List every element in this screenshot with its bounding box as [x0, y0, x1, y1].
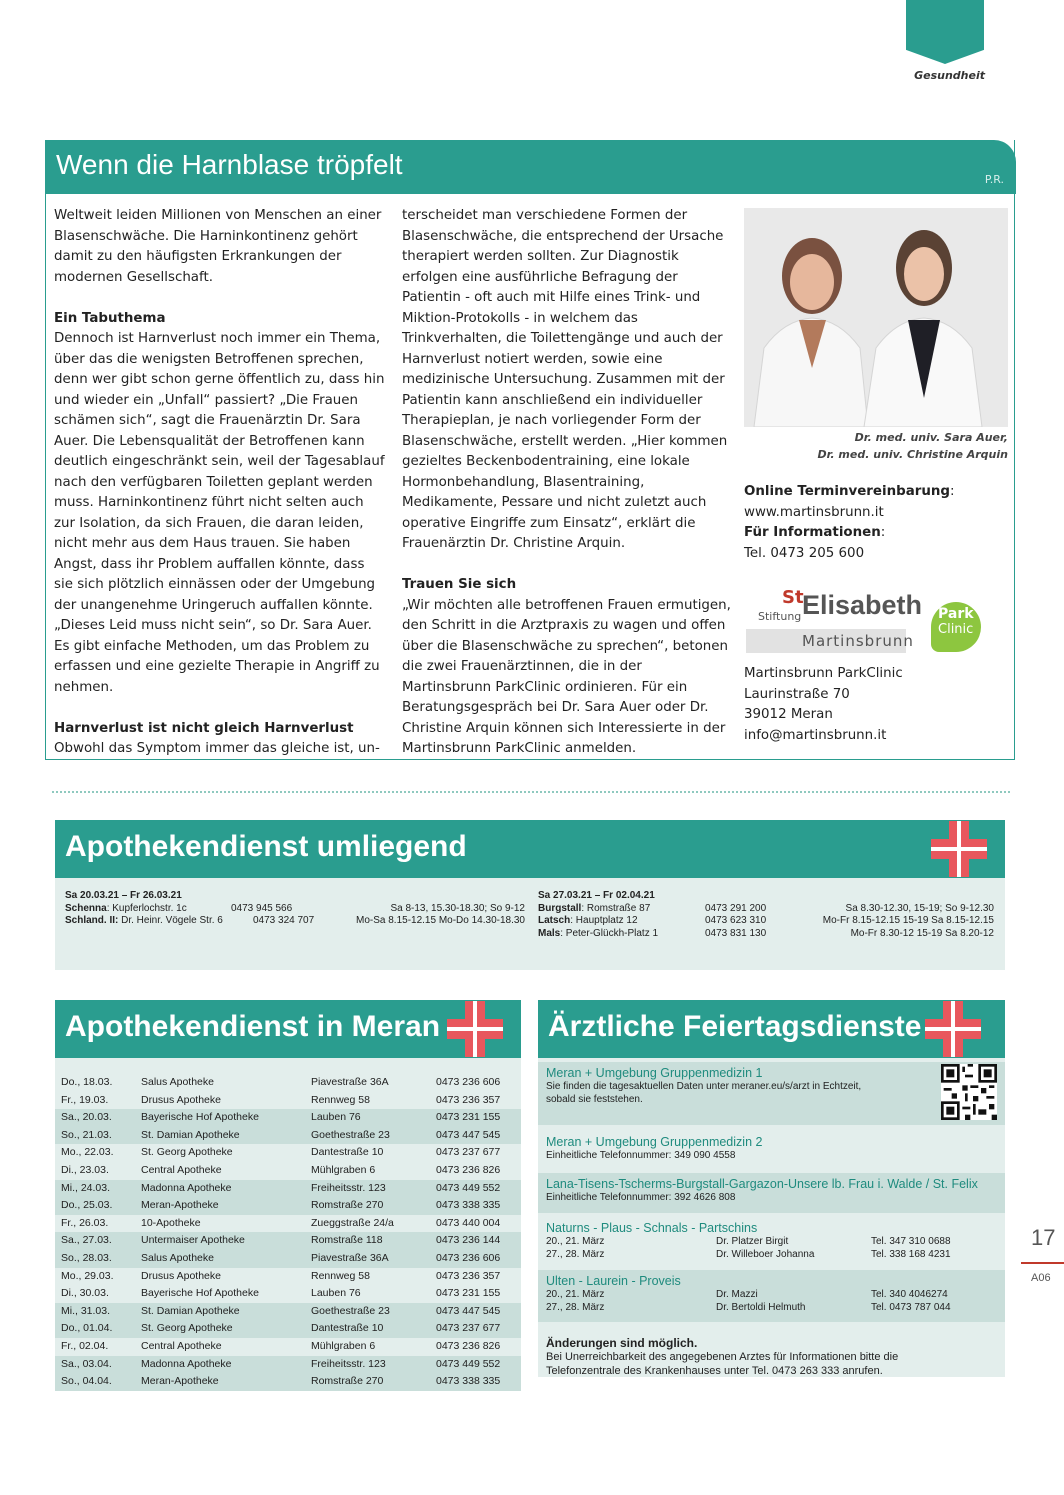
table-row — [55, 1109, 521, 1127]
list-item: Latsch: Hauptplatz 12 0473 623 310 Mo-Fr 8.15-12.15 15-19 Sa 8.15-12.15 — [538, 915, 994, 926]
table-row — [55, 1373, 521, 1391]
medical-cross-icon — [925, 1001, 981, 1057]
table-cell-date: Mi., 24.03. — [61, 1181, 111, 1194]
table-cell-street: Goethestraße 23 — [311, 1304, 390, 1317]
surrounding-right-block: Sa 27.03.21 – Fr 02.04.21 Burgstall: Romstraße 87 0473 291 200 Sa 8.30-12.30, 15-19; So 9-12.30 Latsch: Hauptplatz 12 0473 623 310 Mo-Fr 8.15-12.15 15-19 Sa 8.15-12.15 Mals: Peter-Glückh-Platz 1 0473 831 130 Mo-Fr 8.30-12 15-19 Sa 8.20-12 — [538, 890, 994, 939]
table-cell-street: Piavestraße 36A — [311, 1251, 389, 1264]
dotted-divider — [52, 791, 1010, 793]
photo-caption: Dr. med. univ. Sara Auer, Dr. med. univ. Christine Arquin — [817, 431, 1008, 461]
table-cell-phone: 0473 236 826 — [436, 1163, 501, 1176]
clinic-logo: Stiftung St Elisabeth Martinsbrunn Park Clinic — [744, 587, 1012, 667]
section-tab — [906, 0, 984, 64]
table-cell-date: Fr., 26.03. — [61, 1216, 109, 1229]
meran-pharmacies — [55, 1000, 521, 1388]
table-cell-phone: 0473 449 552 — [436, 1181, 501, 1194]
article-subheading: Harnverlust ist nicht gleich Harnverlust — [54, 720, 354, 736]
table-cell-name: 10-Apotheke — [141, 1216, 201, 1229]
table-row — [55, 1092, 521, 1110]
table-cell-street: Romstraße 270 — [311, 1199, 384, 1212]
table-row — [55, 1338, 521, 1356]
table-cell-phone: 0473 338 335 — [436, 1199, 501, 1212]
article-subheading: Ein Tabuthema — [54, 310, 166, 326]
table-row — [55, 1197, 521, 1215]
list-item: 27., 28. März Dr. Willeboer Johanna Tel. 338 168 4231 — [546, 1248, 951, 1260]
online-label: Online Terminvereinbarung — [744, 484, 950, 499]
article-paragraph: Dennoch ist Harnverlust noch immer ein Thema, über das die wenigsten Betroffenen sprechen, denn wer gibt schon gerne öffentlich zu, dass hin und wieder ein „Unfall“ passiert? „Die Frauen schämen sich“, sagt die Frauenärztin Dr. Sara Auer. Die Lebensqualität der Betroffenen kann deutlich eingeschränkt sein, weil der Tagesablauf nach den verfügbaren Toiletten geplant werden muss. Harninkontinenz führt nicht selten auch zur Isolation, da sich Frauen, die daran leiden, nicht mehr aus dem Haus trauen. Sie haben Angst, dass ihr Problem auffallen könnte, dass sie sich plötzlich einnässen oder der Umgebung der unangenehme Uringeruch auffallen könnte. „Dieses Leid muss nicht sein“, so Dr. Sara Auer. Es gibt einfache Methoden, um das Problem zu erfassen und eine gezielte Therapie in Angriff zu nehmen. — [54, 331, 385, 695]
table-cell-name: St. Georg Apotheke — [141, 1322, 233, 1335]
section-label: Gesundheit — [914, 69, 985, 82]
table-cell-phone: 0473 237 677 — [436, 1146, 501, 1159]
surrounding-header — [55, 820, 1005, 878]
meran-header — [55, 1000, 521, 1058]
table-cell-phone: 0473 447 545 — [436, 1128, 501, 1141]
table-cell-name: Untermaiser Apotheke — [141, 1234, 245, 1247]
list-item: 20., 21. März Dr. Mazzi Tel. 340 4046274 — [546, 1289, 948, 1300]
table-cell-date: Di., 30.03. — [61, 1287, 109, 1300]
table-cell-date: Do., 01.04. — [61, 1322, 113, 1335]
doctors-header — [538, 1000, 1005, 1058]
table-cell-phone: 0473 338 335 — [436, 1375, 501, 1388]
table-row — [55, 1127, 521, 1145]
table-cell-date: Di., 23.03. — [61, 1163, 109, 1176]
table-cell-street: Lauben 76 — [311, 1111, 361, 1124]
article-header — [46, 140, 1016, 194]
table-cell-date: Fr., 02.04. — [61, 1339, 109, 1352]
group-2-block: Meran + Umgebung Gruppenmedizin 2 Einheitliche Telefonnummer: 349 090 4558 — [546, 1135, 763, 1161]
table-row — [55, 1303, 521, 1321]
surrounding-title: Apothekendienst umliegend — [65, 830, 467, 863]
table-cell-street: Piavestraße 36A — [311, 1076, 389, 1088]
group-5-block: Ulten - Laurein - Proveis 20., 21. März Dr. Mazzi Tel. 340 4046274 27., 28. März Dr. Bertoldi Helmuth Tel. 0473 787 044 — [538, 1270, 1005, 1322]
surrounding-pharmacies — [55, 820, 1005, 970]
doctors-title: Ärztliche Feiertagsdienste — [548, 1010, 922, 1043]
pharmacy-cross-icon — [447, 1001, 503, 1057]
table-row — [55, 1250, 521, 1268]
table-row — [55, 1074, 521, 1092]
page-code: A06 — [1031, 1272, 1051, 1284]
table-cell-name: Madonna Apotheke — [141, 1357, 232, 1370]
list-item: 27., 28. März Dr. Bertoldi Helmuth Tel. 0473 787 044 — [546, 1301, 951, 1313]
table-cell-phone: 0473 236 357 — [436, 1093, 501, 1106]
table-cell-phone: 0473 236 144 — [436, 1234, 501, 1247]
table-cell-name: Central Apotheke — [141, 1163, 222, 1176]
table-cell-street: Dantestraße 10 — [311, 1322, 384, 1335]
article-subheading: Trauen Sie sich — [402, 577, 517, 592]
meran-title: Apothekendienst in Meran — [65, 1010, 441, 1043]
table-cell-name: Bayerische Hof Apotheke — [141, 1111, 259, 1124]
contact-info: Online Terminvereinbarung: www.martinsbrunn.it Für Informationen: Tel. 0473 205 600 — [744, 482, 1008, 564]
group-4-block: Naturns - Plaus - Schnals - Partschins 20., 21. März Dr. Platzer Birgit Tel. 347 310 0688 27., 28. März Dr. Willeboer Johanna Tel. 338 168 4231 — [538, 1217, 1005, 1265]
table-cell-name: Madonna Apotheke — [141, 1181, 232, 1194]
table-cell-date: So., 04.04. — [61, 1375, 112, 1388]
table-cell-street: Goethestraße 23 — [311, 1128, 390, 1141]
list-item: Burgstall: Romstraße 87 0473 291 200 Sa 8.30-12.30, 15-19; So 9-12.30 — [538, 902, 994, 914]
table-cell-phone: 0473 236 357 — [436, 1269, 501, 1282]
article-box — [45, 140, 1015, 760]
table-cell-date: Do., 25.03. — [61, 1199, 113, 1212]
article-paragraph: Weltweit leiden Millionen von Menschen an einer Blasenschwäche. Die Harninkontinenz gehört damit zu den häufigsten Erkrankungen der modernen Gesellschaft. — [54, 208, 382, 285]
changes-note: Änderungen sind möglich. Bei Unerreichbarkeit des angegebenen Arztes für Informationen bitte die Telefonzentrale des Krankenhauses unter Tel. 0473 263 333 anrufen. — [546, 1336, 899, 1377]
doctors-holiday-service — [538, 1000, 1005, 1377]
article-column-1 — [54, 206, 386, 780]
doctors-photo — [744, 208, 1008, 427]
table-cell-street: Zueggstraße 24/a — [311, 1216, 394, 1229]
table-row — [55, 1356, 521, 1374]
list-item: Schland. II: Dr. Heinr. Vögele Str. 6 0473 324 707 Mo-Sa 8.15-12.15 Mo-Do 14.30-18.30 — [65, 915, 525, 926]
qr-code-icon[interactable] — [941, 1064, 997, 1120]
table-cell-street: Lauben 76 — [311, 1287, 361, 1300]
table-cell-name: Central Apotheke — [141, 1339, 222, 1352]
website-link[interactable]: www.martinsbrunn.it — [744, 504, 884, 520]
table-cell-date: So., 28.03. — [61, 1251, 112, 1264]
article-tag: P.R. — [984, 173, 1004, 186]
table-cell-street: Romstraße 270 — [311, 1375, 384, 1388]
table-cell-phone: 0473 440 004 — [436, 1216, 501, 1229]
list-item: 20., 21. März Dr. Platzer Birgit Tel. 347 310 0688 — [546, 1236, 951, 1247]
email-link[interactable]: info@martinsbrunn.it — [744, 727, 887, 743]
table-cell-name: St. Georg Apotheke — [141, 1146, 233, 1159]
table-cell-name: Drusus Apotheke — [141, 1269, 221, 1282]
table-cell-street: Rennweg 58 — [311, 1093, 370, 1106]
table-cell-phone: 0473 231 155 — [436, 1287, 501, 1300]
table-cell-street: Freiheitsstr. 123 — [311, 1181, 386, 1194]
meran-table — [55, 1074, 521, 1391]
article-title: Wenn die Harnblase tröpfelt — [56, 149, 403, 180]
table-row — [55, 1285, 521, 1303]
table-cell-date: Sa., 20.03. — [61, 1111, 112, 1124]
table-cell-phone: 0473 449 552 — [436, 1357, 501, 1370]
table-cell-phone: 0473 236 606 — [436, 1251, 501, 1264]
table-cell-street: Dantestraße 10 — [311, 1146, 384, 1159]
table-cell-phone: 0473 447 545 — [436, 1304, 501, 1317]
article-column-2 — [402, 206, 734, 780]
table-cell-street: Rennweg 58 — [311, 1269, 370, 1282]
table-row — [55, 1232, 521, 1250]
table-row — [55, 1162, 521, 1180]
table-cell-date: Mi., 31.03. — [61, 1304, 111, 1317]
table-cell-name: Meran-Apotheke — [141, 1199, 219, 1212]
pharmacy-cross-icon — [931, 821, 987, 877]
page-number: 17 — [1031, 1225, 1056, 1250]
table-cell-phone: 0473 236 826 — [436, 1339, 501, 1352]
table-cell-date: Mo., 29.03. — [61, 1269, 114, 1282]
table-cell-date: Sa., 27.03. — [61, 1234, 112, 1247]
table-cell-date: Sa., 03.04. — [61, 1357, 112, 1370]
surrounding-left-block: Sa 20.03.21 – Fr 26.03.21 Schenna: Kupferlochstr. 1c 0473 945 566 Sa 8-13, 15.30-18.30; So 9-12 Schland. II: Dr. Heinr. Vögele Str. 6 0473 324 707 Mo-Sa 8.15-12.15 Mo-Do 14.30-18.30 — [65, 890, 525, 926]
list-item: Mals: Peter-Glückh-Platz 1 0473 831 130 Mo-Fr 8.30-12 15-19 Sa 8.20-12 — [538, 927, 994, 939]
group-1-block: Meran + Umgebung Gruppenmedizin 1 Sie finden die tagesaktuellen Daten unter meraner.eu/s/arzt in Echtzeit, sobald sie feststehen. — [538, 1062, 1005, 1125]
info-label: Für Informationen — [744, 525, 881, 540]
table-cell-name: Salus Apotheke — [141, 1076, 214, 1088]
table-cell-phone: 0473 231 155 — [436, 1111, 501, 1124]
table-row — [55, 1268, 521, 1286]
table-cell-street: Mühlgraben 6 — [311, 1339, 376, 1352]
table-cell-name: Salus Apotheke — [141, 1251, 214, 1264]
table-cell-date: So., 21.03. — [61, 1128, 112, 1141]
list-item: Schenna: Kupferlochstr. 1c 0473 945 566 Sa 8-13, 15.30-18.30; So 9-12 — [65, 902, 525, 914]
table-cell-date: Do., 18.03. — [61, 1076, 113, 1088]
table-cell-name: St. Damian Apotheke — [141, 1128, 240, 1141]
table-cell-phone: 0473 237 677 — [436, 1322, 501, 1335]
table-cell-street: Mühlgraben 6 — [311, 1163, 376, 1176]
table-row — [55, 1215, 521, 1233]
article-paragraph: Obwohl das Symptom immer das gleiche ist, un- — [54, 741, 380, 756]
table-cell-name: St. Damian Apotheke — [141, 1304, 240, 1317]
phone-number: Tel. 0473 205 600 — [744, 545, 865, 561]
article-paragraph: „Wir möchten alle betroffenen Frauen ermutigen, den Schritt in die Arztpraxis zu wagen und offen über die Blasenschwäche zu sprechen“, betonen die zwei Frauenärztinnen, die in der Martinsbrunn ParkClinic ordinieren. Für ein Beratungsgespräch bei Dr. Sara Auer oder Dr. Christine Arquin können sich Interessierte in der Martinsbrunn ParkClinic anmelden. — [402, 597, 731, 756]
article-paragraph: terscheidet man verschiedene Formen der Blasenschwäche, die entsprechend der Ursache therapiert werden sollten. Zur Diagnostik erfolgen eine ausführliche Befragung der Patientin - oft auch mit Hilfe eines Trink- und Miktion-Protokolls - in welchem das Trinkverhalten, die Toilettengänge und auch der Harnverlust notiert werden, sowie eine medizinische Untersuchung. Zusammen mit der Patientin kann anschließend ein individueller Therapieplan, je nach vorliegender Form der Blasenschwäche, erstellt werden. „Hier kommen gezieltes Beckenbodentraining, eine lokale Hormonbehandlung, Blasentraining, Medikamente, Pessare und nicht zuletzt auch operative Eingriffe zum Einsatz“, erklärt die Frauenärztin Dr. Christine Arquin. — [402, 208, 728, 551]
table-cell-street: Freiheitsstr. 123 — [311, 1357, 386, 1370]
table-cell-date: Mo., 22.03. — [61, 1146, 114, 1159]
table-cell-street: Romstraße 118 — [311, 1234, 383, 1247]
table-cell-name: Bayerische Hof Apotheke — [141, 1287, 259, 1300]
table-cell-phone: 0473 236 606 — [436, 1076, 501, 1088]
table-cell-date: Fr., 19.03. — [61, 1093, 109, 1106]
page-number-rule — [1021, 1262, 1064, 1264]
clinic-address: Martinsbrunn ParkClinic Laurinstraße 70 39012 Meran info@martinsbrunn.it — [744, 664, 1008, 746]
table-row — [55, 1180, 521, 1198]
table-row — [55, 1320, 521, 1338]
table-cell-name: Drusus Apotheke — [141, 1093, 221, 1106]
table-cell-name: Meran-Apotheke — [141, 1375, 219, 1388]
table-row — [55, 1144, 521, 1162]
group-3-block: Lana-Tisens-Tscherms-Burgstall-Gargazon-Unsere lb. Frau i. Walde / St. Felix Einheitliche Telefonnummer: 392 4626 808 — [538, 1173, 1005, 1213]
